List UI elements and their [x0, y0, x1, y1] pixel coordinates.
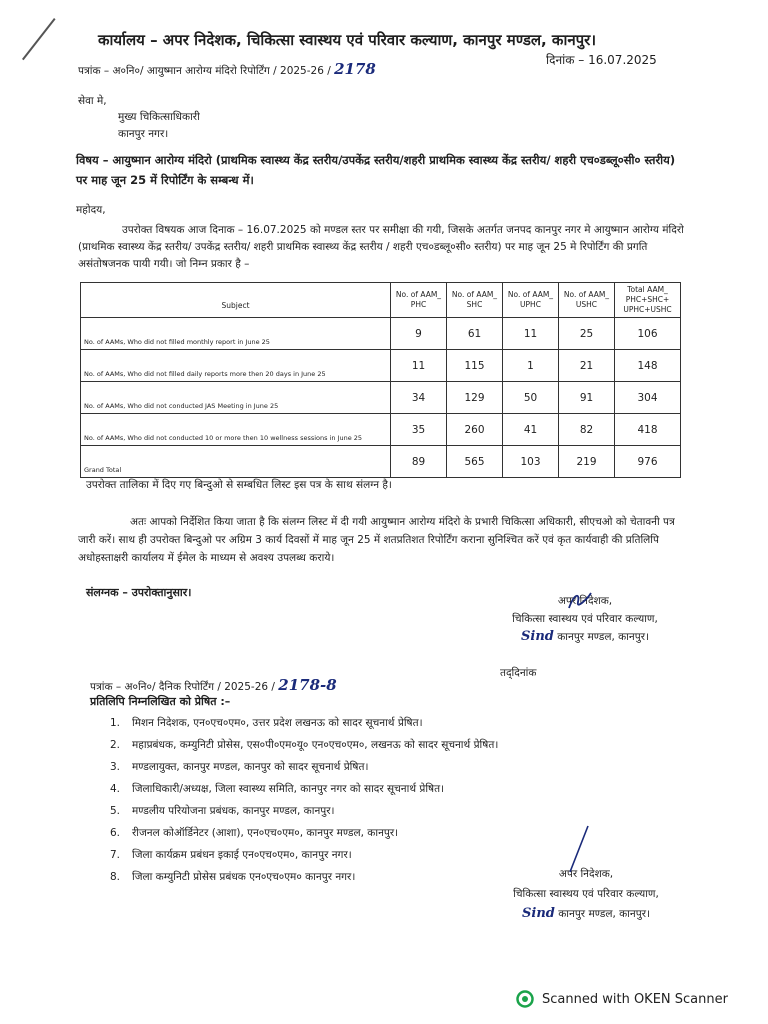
reporting-table: [80, 282, 681, 478]
table-cell-total: 148: [615, 350, 681, 382]
reference-printed: पत्रांक – अ०नि०/ आयुष्मान आरोग्य मंदिरो रिपोर्टिंग / 2025-26 /: [78, 65, 331, 77]
table-cell-total: 418: [615, 414, 681, 446]
signature-designation: अपर निदेशक,: [557, 595, 613, 607]
table-row-grand-total: [81, 446, 681, 478]
table-cell-ushc: 219: [559, 446, 615, 478]
salutation: महोदय,: [76, 204, 106, 216]
list-item: 6. रीजनल कोऑर्डिनेटर (आशा), एन०एच०एम०, कानपुर मण्डल, कानपुर।: [110, 827, 399, 839]
copy-to-heading: प्रतिलिपि निम्नलिखित को प्रेषित :–: [90, 695, 231, 708]
table-cell-shc: 115: [447, 350, 503, 382]
table-cell-total: 976: [615, 446, 681, 478]
table-cell-ushc: 21: [559, 350, 615, 382]
signature-block-1: [480, 592, 690, 646]
table-cell-uphc: 103: [503, 446, 559, 478]
table-cell-ushc: 25: [559, 318, 615, 350]
signature-scribble: Sind: [521, 629, 554, 644]
table-cell-subject: No. of AAMs, Who did not filled monthly report in June 25: [81, 318, 391, 350]
signature-block-2: [486, 864, 686, 924]
pen-stroke-mark: [22, 18, 56, 60]
signature-designation: अपर निदेशक,: [558, 868, 614, 880]
table-cell-shc: 260: [447, 414, 503, 446]
body-paragraph-1: उपरोक्त विषयक आज दिनाक – 16.07.2025 को मण्डल स्तर पर समीक्षा की गयी, जिसके अतर्गत जनपद कानपुर नगर मे आयुष्मान आरोग्य मंदिरो (प्राथमिक स्वास्थ्य केंद्र स्तरीय/ उपकेंद्र स्तरीय/ शहरी प्राथमिक स्वास्थ्य केंद्र स्तरीय / शहरी एच०डब्लू०सी० स्तरीय) पर माह जून 25 मे रिपोर्टिंग की प्रगति असंतोषजनक पायी गयी। जो निम्न प्रकार है –: [78, 224, 684, 270]
table-header-cell: Subject: [81, 283, 391, 318]
list-item: 7. जिला कार्यक्रम प्रबंधन इकाई एन०एच०एम०, कानपुर नगर।: [110, 849, 352, 861]
signature-initial-mark: [566, 590, 594, 612]
list-item: 2. महाप्रबंधक, कम्युनिटी प्रोसेस, एस०पी०एम०यू० एन०एच०एम०, लखनऊ को सादर सूचनार्थ प्रेषित।: [110, 739, 499, 751]
list-item: 8. जिला कम्युनिटी प्रोसेस प्रबंधक एन०एच०एम० कानपुर नगर।: [110, 871, 356, 883]
table-cell-total: 106: [615, 318, 681, 350]
table-cell-total: 304: [615, 382, 681, 414]
table-header-cell: Total AAM_ PHC+SHC+ UPHC+USHC: [615, 283, 681, 318]
table-header-cell: No. of AAM_ SHC: [447, 283, 503, 318]
signature-scribble: Sind: [522, 906, 555, 921]
letter-date: दिनांक – 16.07.2025: [546, 53, 657, 67]
after-table-note: उपरोक्त तालिका में दिए गए बिन्दुओ से सम्बधित लिस्ट इस पत्र के साथ संलग्न है।: [86, 479, 392, 491]
reference-handwritten: 2178: [334, 60, 376, 78]
same-date: तद्‌दिनांक: [500, 667, 537, 679]
table-row: [81, 350, 681, 382]
oken-scanner-logo-icon: [516, 990, 534, 1008]
table-cell-uphc: 11: [503, 318, 559, 350]
office-heading: कार्यालय – अपर निदेशक, चिकित्सा स्वास्थय एवं परिवार कल्याण, कानपुर मण्डल, कानपुर।: [98, 31, 597, 49]
table-header-cell: No. of AAM_ PHC: [391, 283, 447, 318]
recipient-place: कानपुर नगर।: [118, 128, 169, 140]
table-cell-phc: 89: [391, 446, 447, 478]
list-item: 3. मण्डलायुक्त, कानपुर मण्डल, कानपुर को सादर सूचनार्थ प्रेषित।: [110, 761, 369, 773]
recipient-designation: मुख्य चिकित्साधिकारी: [118, 111, 200, 123]
table-header-cell: No. of AAM_ UPHC: [503, 283, 559, 318]
table-cell-subject: No. of AAMs, Who did not conducted 10 or more then 10 wellness sessions in June 25: [81, 414, 391, 446]
table-cell-shc: 565: [447, 446, 503, 478]
table-cell-shc: 61: [447, 318, 503, 350]
subject-line: विषय – आयुष्मान आरोग्य मंदिरो (प्राथमिक स्वास्थ्य केंद्र स्तरीय/उपकेंद्र स्तरीय/शहरी प्राथमिक स्वास्थ्य केंद्र स्तरीय/ शहरी एच०डब्लू०सी० स्तरीय) पर माह जून 25 में रिपोर्टिंग के सम्बन्ध में।: [76, 153, 676, 187]
table-header-row: [81, 283, 681, 318]
list-item: 1. मिशन निदेशक, एन०एच०एम०, उत्तर प्रदेश लखनऊ को सादर सूचनार्थ प्रेषित।: [110, 717, 423, 729]
list-item: 4. जिलाधिकारी/अध्यक्ष, जिला स्वास्थ्य समिति, कानपुर नगर को सादर सूचनार्थ प्रेषित।: [110, 783, 445, 795]
table-cell-subject: No. of AAMs, Who did not filled daily reports more then 20 days in June 25: [81, 350, 391, 382]
signature-department: चिकित्सा स्वास्थय एवं परिवार कल्याण,: [513, 888, 659, 900]
table-cell-shc: 129: [447, 382, 503, 414]
table-cell-uphc: 41: [503, 414, 559, 446]
table-cell-phc: 11: [391, 350, 447, 382]
recipient-seva: सेवा मे,: [78, 95, 107, 107]
list-item: 5. मण्डलीय परियोजना प्रबंधक, कानपुर मण्डल, कानपुर।: [110, 805, 335, 817]
reference-2-printed: पत्रांक – अ०नि०/ दैनिक रिपोर्टिंग / 2025-26 /: [90, 681, 275, 693]
reference-2-handwritten: 2178-8: [278, 676, 337, 694]
table-row: [81, 382, 681, 414]
reference-number-2: [90, 676, 337, 694]
signature-location: Sind कानपुर मण्डल, कानपुर।: [522, 906, 650, 921]
table-cell-uphc: 50: [503, 382, 559, 414]
table-cell-phc: 35: [391, 414, 447, 446]
signature-location: Sind कानपुर मण्डल, कानपुर।: [521, 629, 649, 644]
table-row: [81, 318, 681, 350]
signature-stroke-mark: [564, 824, 594, 874]
table-cell-phc: 9: [391, 318, 447, 350]
table-cell-ushc: 91: [559, 382, 615, 414]
signature-department: चिकित्सा स्वास्थय एवं परिवार कल्याण,: [512, 613, 658, 625]
table-cell-subject: No. of AAMs, Who did not conducted JAS Meeting in June 25: [81, 382, 391, 414]
table-cell-ushc: 82: [559, 414, 615, 446]
enclosure-line: संलग्नक – उपरोक्तानुसार।: [86, 586, 192, 599]
table-header-cell: No. of AAM_ USHC: [559, 283, 615, 318]
table-cell-uphc: 1: [503, 350, 559, 382]
table-cell-subject: Grand Total: [81, 446, 391, 478]
scanner-watermark-text: Scanned with OKEN Scanner: [542, 991, 728, 1007]
reference-number: [78, 60, 376, 78]
scanner-watermark: [516, 990, 728, 1008]
body-paragraph-2: अतः आपको निर्देशित किया जाता है कि संलग्न लिस्ट में दी गयी आयुष्मान आरोग्य मंदिरो के प्रभारी चिकित्सा अधिकारी, सीएचओ को चेतावनी पत्र जारी करें। साथ ही उपरोक्त बिन्दुओ पर अग्रिम 3 कार्य दिवसों में माह जून 25 में शतप्रतिशत रिपोर्टिंग कराना सुनिश्चित करें एवं कृत कार्यवाही की प्रतिलिपि अधोहस्ताक्षरी कार्यालय में ईमेल के माध्यम से अवश्य उपलब्ध कराये।: [78, 516, 675, 564]
table-row: [81, 414, 681, 446]
table-cell-phc: 34: [391, 382, 447, 414]
